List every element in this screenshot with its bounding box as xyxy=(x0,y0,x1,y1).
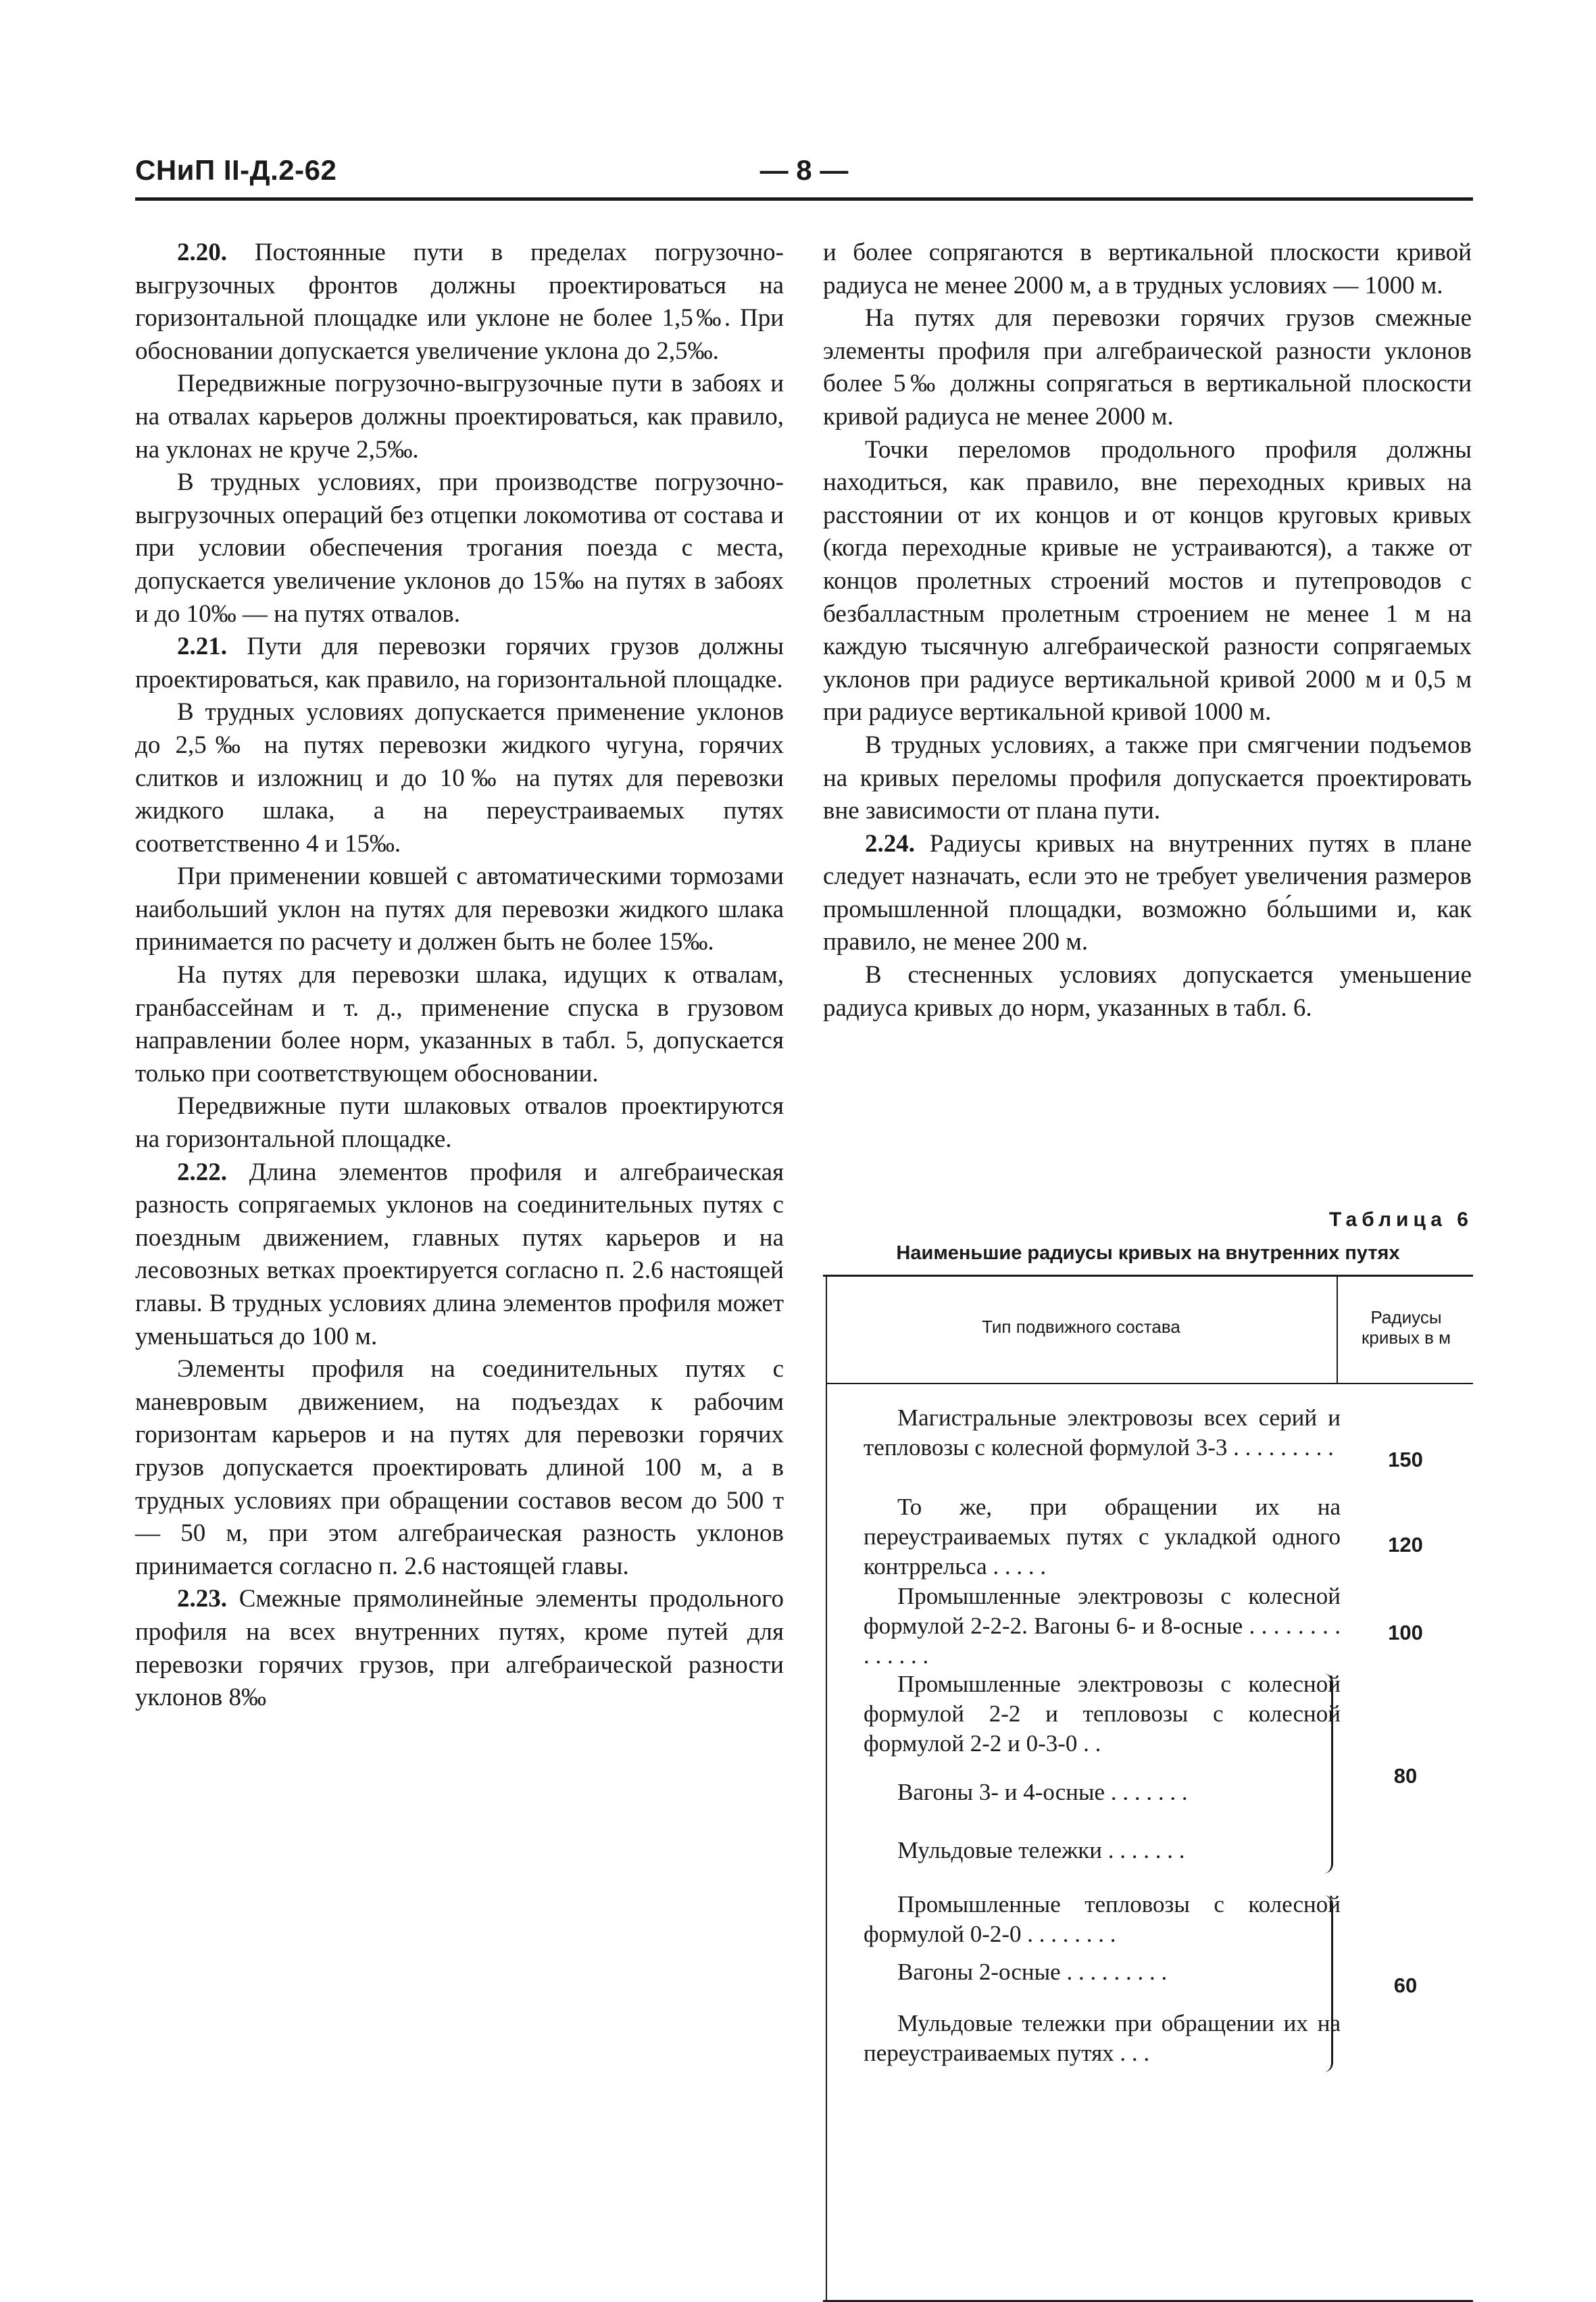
paragraph-text: В стесненных условиях допускается уменьшение радиуса кривых до норм, указанных в табл. 6. xyxy=(823,961,1472,1022)
paragraph-text: Передвижные погрузочно-выгрузочные пути в забоях и на отвалах карьеров должны проектироваться, как правило, на уклонах не круче 2,5‰. xyxy=(135,370,784,464)
paragraph-text: В трудных условиях допускается применение уклонов до 2,5‰ на путях перевозки жидкого чугуна, горячих слитков и изложниц и до 10‰ на путях для перевозки жидкого шлака, а на переустраиваемых путях соответственно 4 и 15‰. xyxy=(135,698,784,858)
paragraph-text: Постоянные пути в пределах погрузочно-выгрузочных фронтов должны проектироваться на горизонтальной площадке или уклоне не более 1,5‰. При обосновании допускается увеличение уклона до 2,5‰. xyxy=(135,239,784,365)
paragraph-2-22 xyxy=(135,1156,784,1354)
row-text: Промышленные электровозы с колесной формулой 2-2 и тепловозы с колесной формулой 2-2 и 0-3-0 . . xyxy=(864,1671,1341,1757)
row-text: Мульдовые тележки . . . . . . . xyxy=(897,1837,1185,1863)
page-number: — 8 — xyxy=(759,154,849,186)
radius-table xyxy=(823,1275,1473,2302)
paragraph-text: и более сопрягаются в вертикальной плоскости кривой радиуса не менее 2000 м, а в трудных условиях — 1000 м. xyxy=(823,239,1472,299)
row-value: 120 xyxy=(1388,1533,1423,1557)
document-code: СНиП II-Д.2-62 xyxy=(135,154,337,186)
paragraph-2-20 xyxy=(135,237,784,368)
paragraph-text: Пути для перевозки горячих грузов должны проектироваться, как правило, на горизонтальной площадке. xyxy=(135,633,784,693)
paragraph-text: При применении ковшей с автоматическими тормозами наибольший уклон на путях для перевозки жидкого шлака принимается по расчету и должен быть не более 15‰. xyxy=(135,862,784,956)
row-text: Промышленные тепловозы с колесной формулой 0-2-0 . . . . . . . . xyxy=(864,1891,1341,1947)
paragraph-2-24 xyxy=(823,828,1472,959)
paragraph xyxy=(823,302,1472,433)
row-value: 60 xyxy=(1393,1974,1418,1997)
table-left-border xyxy=(826,1277,827,2300)
paragraph xyxy=(823,959,1472,1025)
right-column xyxy=(823,237,1472,1025)
page-header xyxy=(135,154,1473,195)
table-row xyxy=(864,1836,1458,1865)
row-text: Мульдовые тележки при обращении их на переустраиваемых путях . . . xyxy=(864,2010,1341,2066)
paragraph xyxy=(823,434,1472,729)
paragraph-text: Передвижные пути шлаковых отвалов проектируются на горизонтальной площадке. xyxy=(135,1092,784,1154)
paragraph-text: В трудных условиях, а также при смягчении подъемов на кривых переломы профиля допускается проектировать вне зависимости от плана пути. xyxy=(823,731,1472,825)
paragraph xyxy=(135,368,784,466)
paragraph xyxy=(823,729,1472,828)
paragraph-text: На путях для перевозки шлака, идущих к отвалам, гранбассейнам и т. д., применение спуска в грузовом направлении более норм, указанных в табл. 5, допускается только при соответствующем обосновании. xyxy=(135,961,784,1087)
row-value: 100 xyxy=(1388,1621,1423,1644)
paragraph-2-23 xyxy=(135,1583,784,1714)
row-text: То же, при обращении их на переустраиваемых путях с укладкой одного контррельса . . . . . xyxy=(864,1494,1341,1579)
table-column-divider xyxy=(1337,1277,1338,1383)
clause-number: 2.21. xyxy=(177,633,227,661)
header-rule xyxy=(135,197,1473,201)
paragraph-text: Смежные прямолинейные элементы продольного профиля на всех внутренних путях, кроме путей для перевозки горячих грузов, при алгебраической разности уклонов 8‰ xyxy=(135,1585,784,1712)
paragraph-2-21 xyxy=(135,631,784,696)
paragraph-continuation xyxy=(823,237,1472,302)
paragraph xyxy=(135,696,784,860)
left-column xyxy=(135,237,784,1715)
table-row xyxy=(864,1890,1458,1949)
group-brace xyxy=(1323,1895,1333,2072)
row-text: Вагоны 3- и 4-осные . . . . . . . xyxy=(897,1779,1188,1805)
row-value: 80 xyxy=(1393,1764,1418,1788)
paragraph-text: В трудных условиях, при производстве погрузочно-выгрузочных операций без отцепки локомотива от состава и при условии обеспечения трогания поезда с места, допускается увеличение уклонов до 15‰ на путях в забоях и до 10‰ — на путях отвалов. xyxy=(135,468,784,628)
table-label: Таблица 6 xyxy=(1328,1208,1473,1231)
paragraph-text: Длина элементов профиля и алгебраическая разность сопрягаемых уклонов на соединительных путях с поездным движением, главных путях карьеров и на лесовозных ветках проектируется согласно п. 2.6 настоящей главы. В трудных условиях длина элементов профиля может уменьшаться до 100 м. xyxy=(135,1158,784,1350)
paragraph xyxy=(135,1090,784,1156)
paragraph xyxy=(135,959,784,1090)
table-header-type: Тип подвижного состава xyxy=(982,1317,1180,1337)
row-value: 150 xyxy=(1388,1448,1423,1471)
group-brace xyxy=(1323,1673,1333,1874)
paragraph xyxy=(135,466,784,631)
row-text: Промышленные электровозы с колесной формулой 2-2-2. Вагоны 6- и 8-осные . . . . . . . . . . . . . . xyxy=(864,1583,1341,1669)
paragraph-text: Элементы профиля на соединительных путях с маневровым движением, на подъездах к рабочим горизонтам карьеров и на путях для перевозки горячих грузов допускается проектировать длиной 100 м, а в трудных условиях при обращении составов весом до 500 т — 50 м, при этом алгебраическая разность уклонов принимается согласно п. 2.6 настоящей главы. xyxy=(135,1355,784,1580)
row-text: Вагоны 2-осные . . . . . . . . . xyxy=(897,1959,1168,1985)
table-row xyxy=(864,2009,1458,2068)
paragraph-text: На путях для перевозки горячих грузов смежные элементы профиля при алгебраической разности уклонов более 5‰ должны сопрягаться в вертикальной плоскости кривой радиуса не менее 2000 м. xyxy=(823,304,1472,431)
table-header-rule xyxy=(826,1383,1473,1384)
clause-number: 2.24. xyxy=(865,829,915,858)
table-top-rule xyxy=(823,1275,1473,1277)
table-header-radius: Радиусы кривых в м xyxy=(1362,1307,1451,1348)
paragraph xyxy=(135,1353,784,1583)
table-title: Наименьшие радиусы кривых на внутренних путях xyxy=(896,1242,1400,1264)
clause-number: 2.20. xyxy=(177,239,227,266)
table-row xyxy=(864,1669,1458,1759)
clause-number: 2.22. xyxy=(177,1158,227,1186)
row-text: Магистральные электровозы всех серий и тепловозы с колесной формулой 3-3 . . . . . . . . . xyxy=(864,1404,1341,1461)
paragraph-text: Радиусы кривых на внутренних путях в плане следует назначать, если это не требует увеличения размеров промышленной площадки, возможно бо́льшими и, как правило, не менее 200 м. xyxy=(823,829,1472,956)
paragraph-text: Точки переломов продольного профиля должны находиться, как правило, вне переходных кривых на расстоянии от их концов и от концов круговых кривых (когда переходные кривые не устраиваются), а также от концов пролетных строений мостов и путепроводов с безбалластным пролетным строением не менее 1 м на каждую тысячную алгебраической разности сопрягаемых уклонов при радиусе вертикальной кривой 2000 м и 0,5 м при радиусе вертикальной кривой 1000 м. xyxy=(823,435,1472,727)
clause-number: 2.23. xyxy=(177,1585,227,1613)
paragraph xyxy=(135,860,784,959)
